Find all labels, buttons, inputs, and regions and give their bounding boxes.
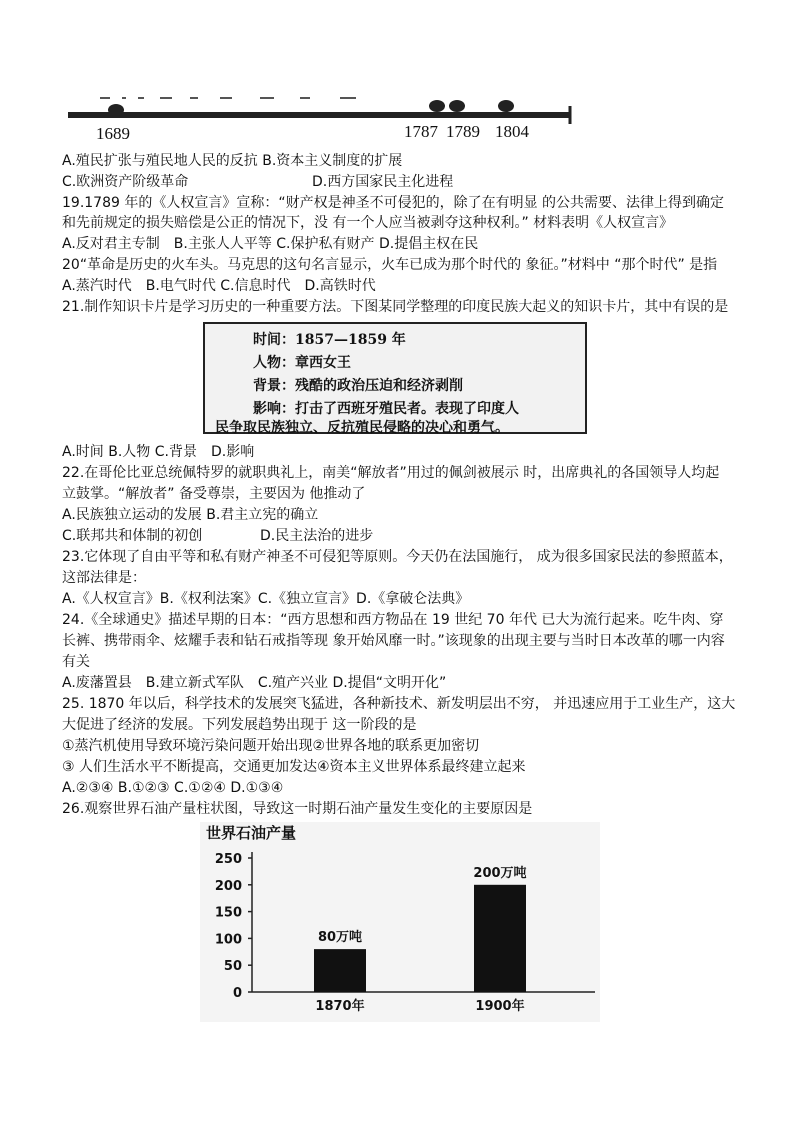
chart-title: 世界石油产量 [206,824,297,842]
y-tick-label: 100 [214,932,242,948]
x-category-label: 1900年 [475,999,525,1014]
q22-option-c: C.联邦共和体制的初创 [62,528,203,544]
q19-stem: 19.1789 年的《人权宣言》宣称：“财产权是神圣不可侵犯的，除了在有明显 的公共需要、法律上得到确定 [62,195,725,211]
q19-options: A.反对君主专制 B.主张人人平等 C.保护私有财产 D.提倡主权在民 [62,236,479,252]
timeline-year: 1689 [96,124,130,143]
q22-option-d: D.民主法治的进步 [260,528,374,544]
chart-svg [200,822,600,1022]
card-impact: 影响：打击了西班牙殖民者。表现了印度人 [253,401,519,417]
q22-stem: 立鼓掌。“解放者” 备受尊崇，主要因为 他推动了 [62,486,366,502]
q22-option-ab: A.民族独立运动的发展 B.君主立宪的确立 [62,507,319,523]
q19-stem: 和先前规定的损失赔偿是公正的情况下，没 有一个人应当被剥夺这种权利。” 材料表明《人权宣言》 [62,215,674,231]
q25-stem: 大促进了经济的发展。下列发展趋势出现于 这一阶段的是 [62,717,417,733]
q20-options: A.蒸汽时代 B.电气时代 C.信息时代 D.高铁时代 [62,278,376,294]
bar-data-label: 80万吨 [317,930,363,946]
knowledge-card [203,322,587,434]
q24-stem: 24.《全球通史》描述早期的日本：“西方思想和西方物品在 19 世纪 70 年代 已大为流行起来。吃牛肉、穿 [62,612,724,628]
q24-stem: 有关 [62,654,90,670]
q25-items-3-4: ③ 人们生活水平不断提高，交通更加发达④资本主义世界体系最终建立起来 [62,759,526,775]
bar [314,949,366,992]
bar [474,885,526,992]
y-tick-label: 200 [214,878,242,894]
q23-options: A.《人权宣言》B.《权利法案》C.《独立宣言》D.《拿破仑法典》 [62,591,470,607]
q25-stem: 25. 1870 年以后，科学技术的发展突飞猛进，各种新技术、新发明层出不穷， 并迅速应用于工业生产，这大 [62,696,736,712]
card-background: 背景：残酷的政治压迫和经济剥削 [253,378,463,394]
oil-production-chart [200,822,600,1022]
q18-option-ab: A.殖民扩张与殖民地人民的反抗 B.资本主义制度的扩展 [62,153,403,169]
card-person: 人物：章西女王 [253,355,351,371]
bar-data-label: 200万吨 [473,865,527,881]
q26-stem: 26.观察世界石油产量柱状图，导致这一时期石油产量发生变化的主要原因是 [62,801,533,817]
timeline-year: 1789 [446,122,480,141]
q23-stem: 23.它体现了自由平等和私有财产神圣不可侵犯等原则。今天仍在法国施行， 成为很多国家民法的参照蓝本， [62,549,733,565]
q18-option-d: D.西方国家民主化进程 [312,174,454,190]
q24-options: A.废藩置县 B.建立新式军队 C.殖产兴业 D.提倡“文明开化” [62,675,447,691]
timeline-year: 1804 [495,122,529,141]
q18-option-c: C.欧洲资产阶级革命 [62,174,189,190]
y-tick-label: 250 [214,852,242,867]
q25-options: A.②③④ B.①②③ C.①②④ D.①③④ [62,780,284,796]
timeline-year: 1787 [404,122,438,141]
q25-items-1-2: ①蒸汽机使用导致环境污染问题开始出现②世界各地的联系更加密切 [62,738,480,754]
timeline-dot-1689 [108,104,124,116]
q21-options: A.时间 B.人物 C.背景 D.影响 [62,444,255,460]
q22-stem: 22.在哥伦比亚总统佩特罗的就职典礼上，南美“解放者”用过的佩剑被展示 时，出席典礼的各国领导人均起 [62,465,720,481]
timeline-dot-1804 [498,100,514,112]
y-tick-label: 50 [223,959,242,975]
card-time: 时间：1857—1859 年 [253,332,406,348]
card-impact-cont: 民争取民族独立、反抗殖民侵略的决心和勇气。 [215,420,509,436]
q21-stem: 21.制作知识卡片是学习历史的一种重要方法。下图某同学整理的印度民族大起义的知识卡片，其中有误的是 [62,299,729,315]
y-tick-label: 150 [214,905,242,921]
timeline-dot-1789 [449,100,465,112]
timeline-dot-1787 [429,100,445,112]
x-category-label: 1870年 [315,999,365,1014]
y-tick-label: 0 [232,986,242,1001]
q24-stem: 长裤、携带雨伞、炫耀手表和钻石戒指等现 象开始风靡一时。”该现象的出现主要与当时日本改革的哪一内容 [62,633,725,649]
q20-stem: 20“革命是历史的火车头。马克思的这句名言显示，火车已成为那个时代的 象征。”材料中 “那个时代” 是指 [62,257,718,273]
q23-stem: 这部法律是： [62,570,146,586]
